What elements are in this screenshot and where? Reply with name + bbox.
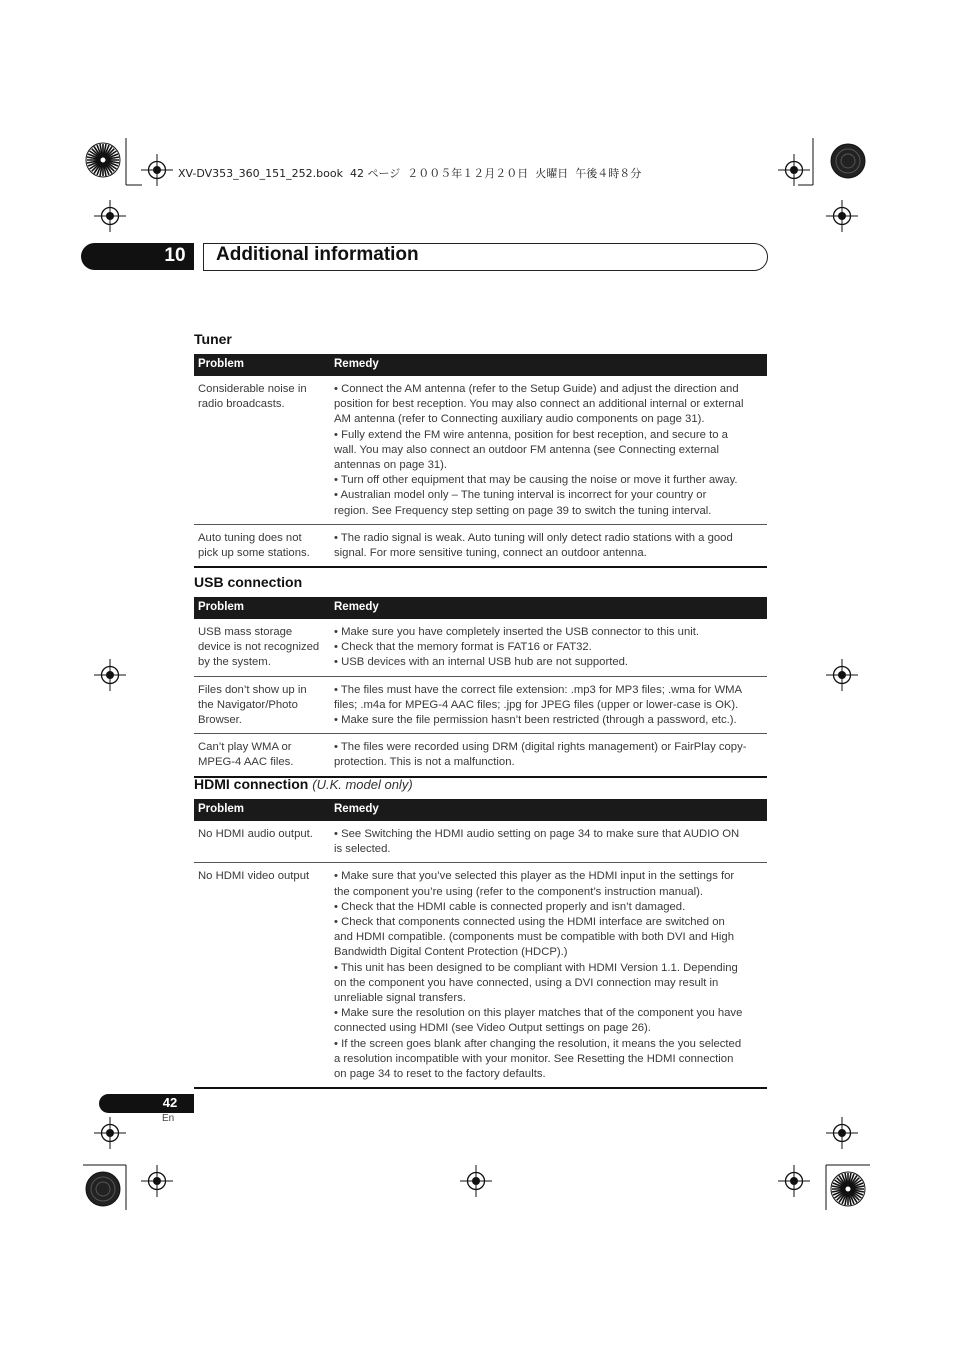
text-line: a resolution incompatible with your monitor. See Resetting the HDMI connection [334,1052,734,1065]
remedy-cell [330,863,767,1088]
text-line: Considerable noise in [198,383,307,395]
hdmi-troubleshooting-table [194,799,767,1089]
text-line: • Connect the AM antenna (refer to the Setup Guide) and adjust the direction and [334,383,739,395]
text-line: Auto tuning does not [198,531,302,544]
section-title-hdmi [194,776,413,792]
table-header-row [194,799,767,821]
text-line: • Fully extend the FM wire antenna, position for best reception, and secure to a [334,428,728,441]
section-title-text: USB connection [194,574,303,590]
text-line: is selected. [334,843,391,856]
table-row [194,863,767,1088]
table-row [194,821,767,863]
print-header: XV-DV353_360_151_252.book 42 ページ ２００５年１２月２０日 火曜日 午後４時８分 [178,167,642,180]
usb-troubleshooting-table [194,597,767,778]
table-header-row [194,597,767,619]
text-line: on the component you have connected, using a DVI connection may result in [334,976,719,989]
text-line: • Make sure that you’ve selected this player as the HDMI input in the settings for [334,870,735,883]
text-line: • The files must have the correct file extension: .mp3 for MP3 files; .wma for WMA [334,683,743,696]
text-line: • Check that the memory format is FAT16 or FAT32. [334,641,592,654]
text-line: USB mass storage [198,626,293,638]
text-line: • If the screen goes blank after changing the resolution, it means the you selected [334,1037,742,1050]
table-row [194,524,767,567]
text-line: wall. You may also connect an outdoor FM antenna (see Connecting external [334,443,719,456]
text-line: pick up some stations. [198,547,310,560]
text-line: • Make sure you have completely inserted the USB connector to this unit. [334,626,700,638]
text-line: Browser. [198,714,242,727]
text-line: • Australian model only – The tuning interval is incorrect for your country or [334,489,707,502]
remedy-cell [330,524,767,567]
text-line: signal. For more sensitive tuning, connect an outdoor antenna. [334,547,647,560]
text-line: • Make sure the resolution on this player matches that of the component you have [334,1007,743,1020]
text-line: connected using HDMI (see Video Output settings on page 26). [334,1022,651,1035]
table-row [194,676,767,734]
text-line: • USB devices with an internal USB hub are not supported. [334,656,629,669]
problem-cell [194,676,330,734]
remedy-cell [330,676,767,734]
page-language: En [162,1113,175,1124]
text-line: Can’t play WMA or [198,741,292,754]
table-row [194,376,767,524]
column-header-problem: Problem [194,354,330,376]
problem-cell [194,376,330,524]
section-title-usb [194,574,302,590]
problem-cell [194,734,330,777]
text-line: • Check that components connected using the HDMI interface are switched on [334,916,725,929]
table-row [194,619,767,676]
section-title-text: Tuner [194,331,232,347]
text-line: • This unit has been designed to be compliant with HDMI Version 1.1. Depending [334,961,738,974]
problem-cell [194,821,330,863]
column-header-remedy: Remedy [330,354,767,376]
text-line: and HDMI compatible. (components must be compatible with both DVI and High [334,931,734,944]
text-line: by the system. [198,656,271,669]
tuner-troubleshooting-table [194,354,767,568]
text-line: the Navigator/Photo [198,698,298,711]
text-line: unreliable signal transfers. [334,992,466,1005]
text-line: • Turn off other equipment that may be causing the noise or move it further away. [334,474,738,487]
text-line: MPEG-4 AAC files. [198,756,294,769]
chapter-title: Additional information [216,244,419,265]
text-line: AM antenna (refer to Connecting auxiliary audio components on page 31). [334,413,705,426]
text-line: region. See Frequency step setting on page 39 to switch the tuning interval. [334,504,712,517]
text-line: antennas on page 31). [334,459,448,472]
remedy-cell [330,619,767,676]
text-line: • See Switching the HDMI audio setting on page 34 to make sure that AUDIO ON [334,828,740,840]
text-line: • The files were recorded using DRM (digital rights management) or FairPlay copy- [334,741,747,754]
text-line: files; .m4a for MPEG-4 AAC files; .jpg for JPEG files (upper or lower-case is OK). [334,698,739,711]
text-line: • Make sure the file permission hasn’t been restricted (through a password, etc.). [334,714,737,727]
problem-cell [194,619,330,676]
remedy-cell [330,376,767,524]
text-line: on page 34 to reset to the factory defaults. [334,1068,546,1081]
text-line: • Check that the HDMI cable is connected properly and isn’t damaged. [334,900,686,913]
text-line: position for best reception. You may also connect an additional internal or external [334,398,744,411]
section-title-text: HDMI connection [194,776,309,792]
text-line: • The radio signal is weak. Auto tuning will only detect radio stations with a good [334,531,733,544]
section-title-tuner [194,331,232,347]
remedy-cell [330,821,767,863]
table-row [194,734,767,777]
text-line: radio broadcasts. [198,398,285,411]
column-header-problem: Problem [194,799,330,821]
page-number: 42 [162,1095,178,1110]
text-line: protection. This is not a malfunction. [334,756,515,769]
chapter-number: 10 [164,245,186,266]
remedy-cell [330,734,767,777]
column-header-remedy: Remedy [330,799,767,821]
column-header-remedy: Remedy [330,597,767,619]
column-header-problem: Problem [194,597,330,619]
table-header-row [194,354,767,376]
text-line: device is not recognized [198,641,320,654]
section-title-note: (U.K. model only) [312,777,413,792]
problem-cell [194,863,330,1088]
text-line: Bandwidth Digital Content Protection (HDCP).) [334,946,568,959]
text-line: No HDMI video output [198,870,310,883]
text-line: Files don’t show up in [198,683,307,696]
text-line: the component you’re using (refer to the component’s instruction manual). [334,885,704,898]
problem-cell [194,524,330,567]
text-line: No HDMI audio output. [198,828,313,840]
